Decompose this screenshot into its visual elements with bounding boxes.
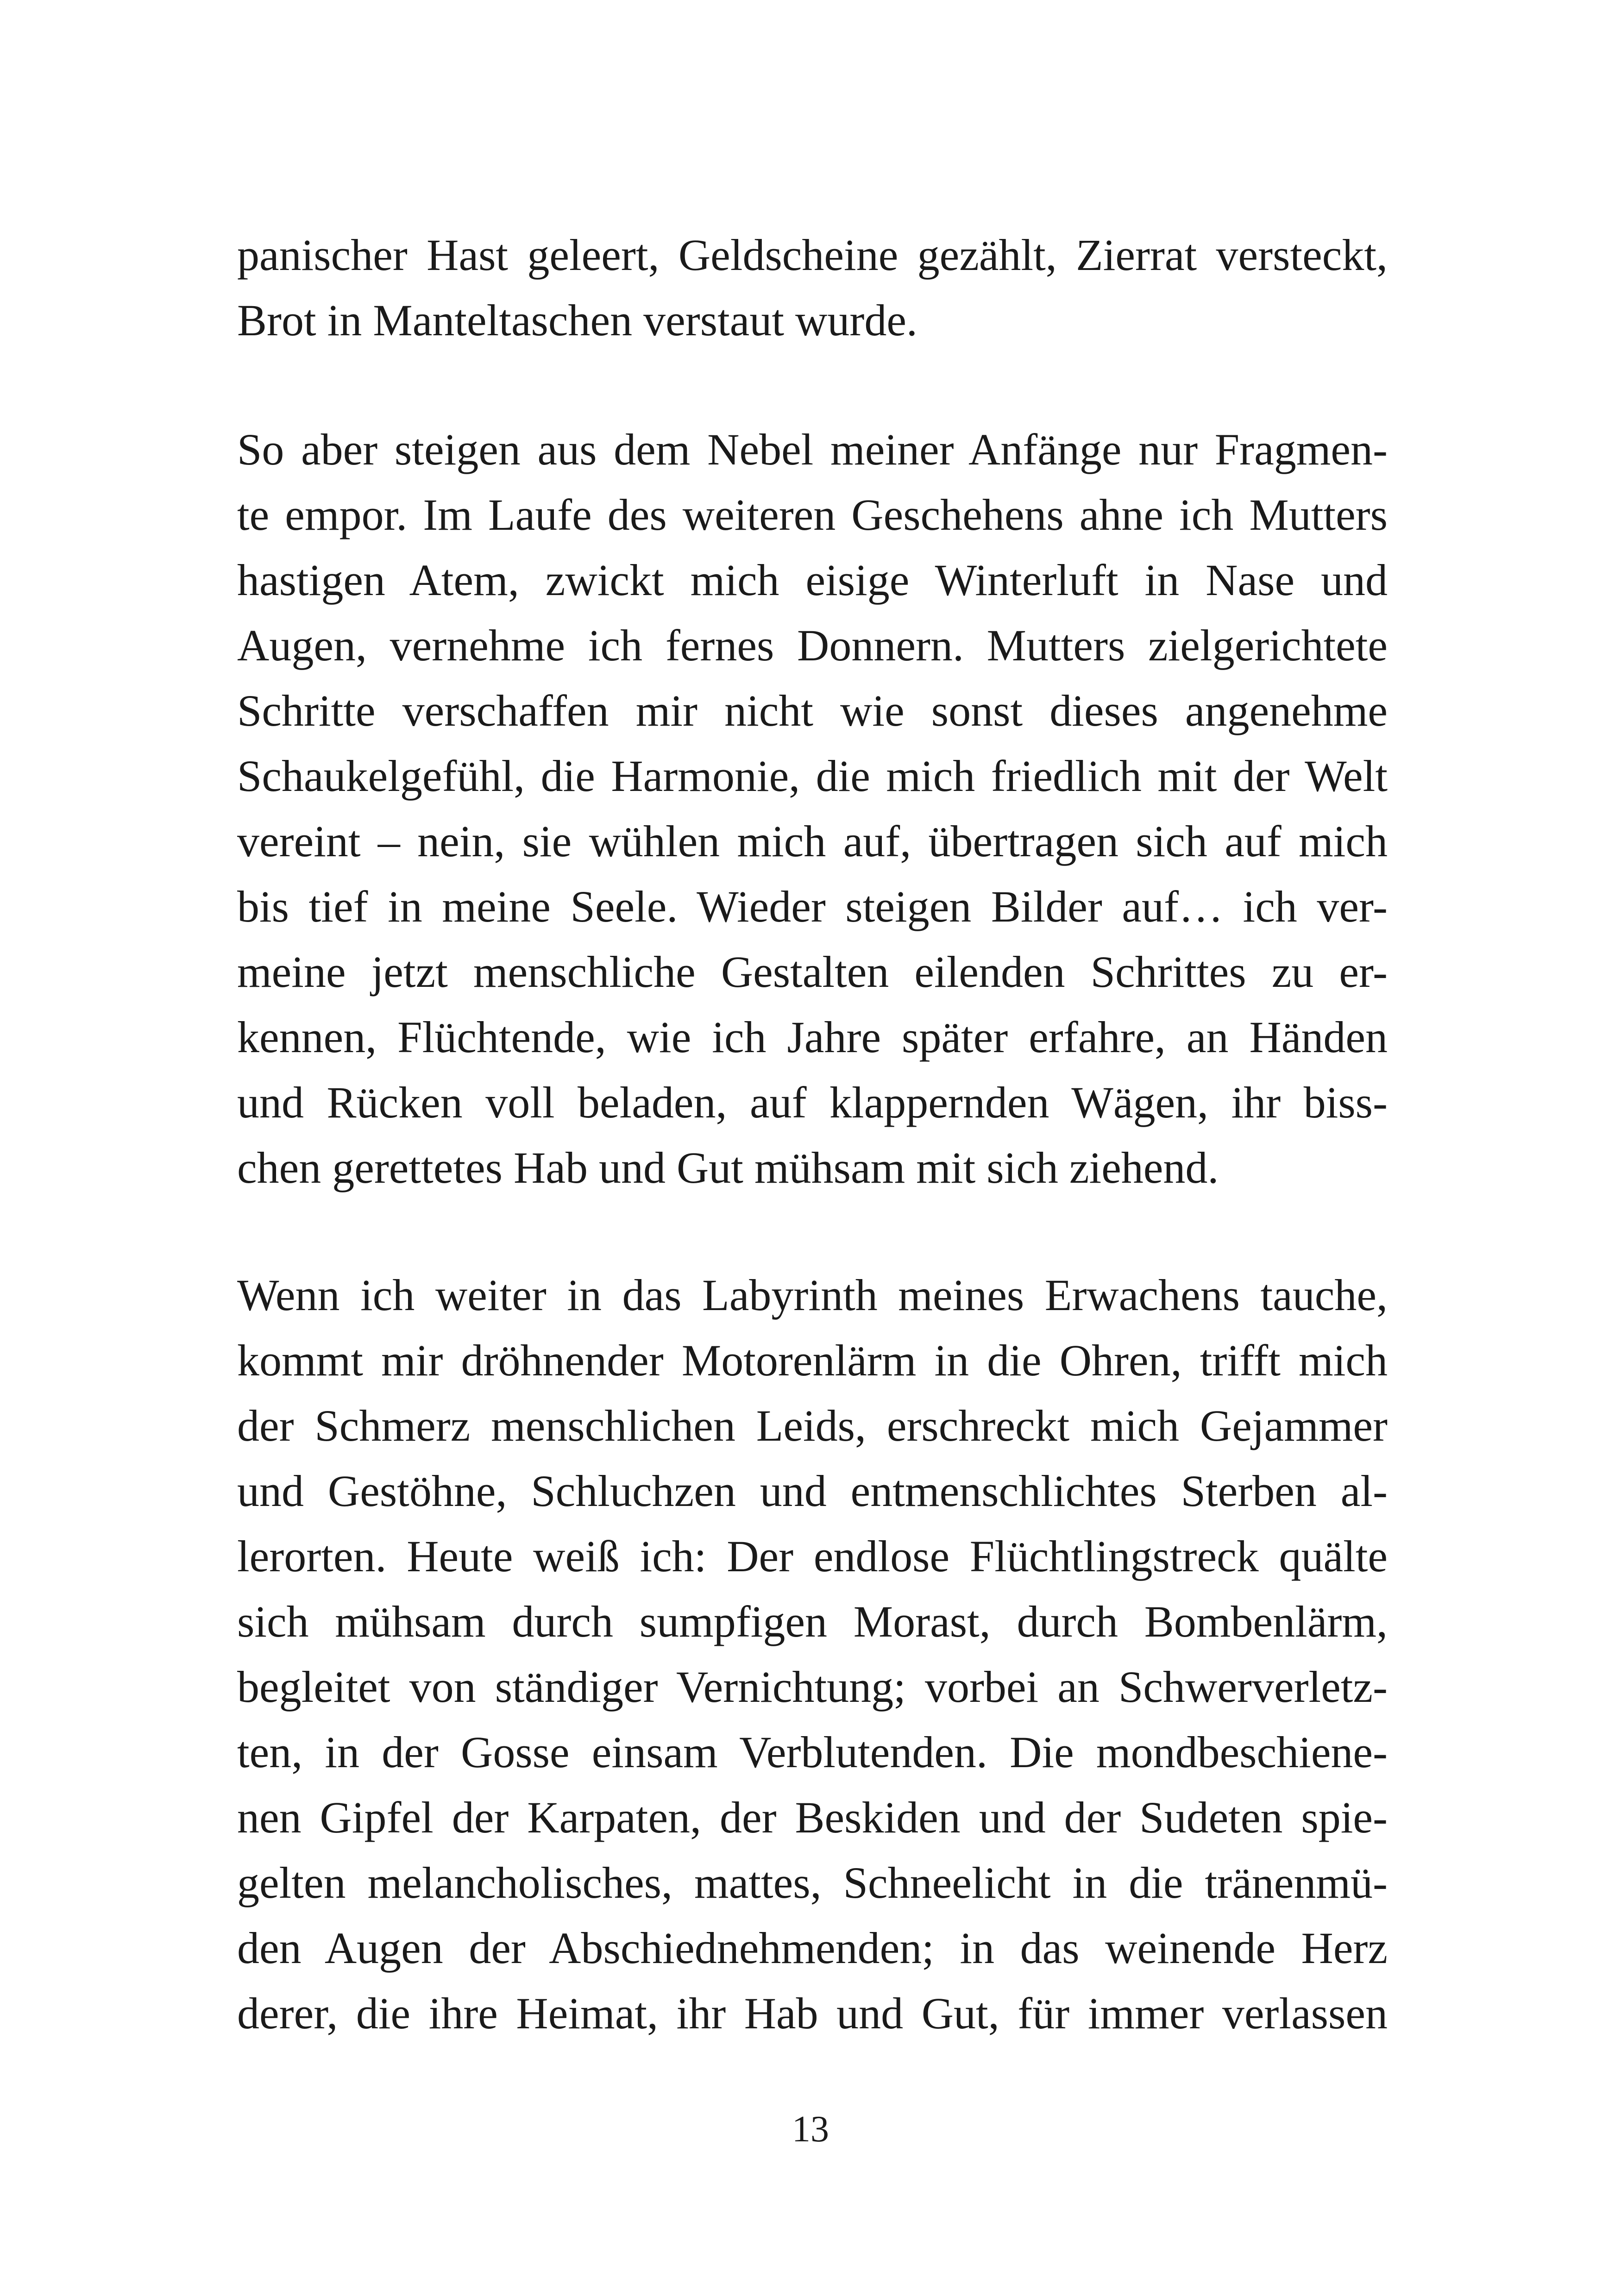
text-line: bis tief in meine Seele. Wieder steigen Bilder auf… ich ver- [237,882,1388,931]
text-line: der Schmerz menschlichen Leids, erschreckt mich Gejammer [237,1401,1388,1450]
text-line: den Augen der Abschiednehmenden; in das weinende Herz [237,1923,1388,1973]
text-line: chen gerettetes Hab und Gut mühsam mit sich ziehend. [237,1143,1219,1192]
paragraph-2 [237,417,1388,1200]
text-line: kennen, Flüchtende, wie ich Jahre später erfahre, an Händen [237,1012,1388,1062]
text-line: und Rücken voll beladen, auf klappernden Wägen, ihr biss- [237,1078,1388,1127]
paragraph-1 [237,222,1388,353]
text-line: Wenn ich weiter in das Labyrinth meines Erwachens tauche, [237,1270,1388,1320]
text-line: So aber steigen aus dem Nebel meiner Anfänge nur Fragmen- [237,425,1388,474]
text-line: vereint – nein, sie wühlen mich auf, übertragen sich auf mich [237,816,1388,866]
text-line: nen Gipfel der Karpaten, der Beskiden und der Sudeten spie- [237,1793,1388,1842]
text-line: Augen, vernehme ich fernes Donnern. Mutters zielgerichtete [237,621,1388,670]
text-line: lerorten. Heute weiß ich: Der endlose Flüchtlingstreck quälte [237,1531,1388,1581]
text-line: kommt mir dröhnender Motorenlärm in die Ohren, trifft mich [237,1336,1388,1385]
text-line: Schaukelgefühl, die Harmonie, die mich friedlich mit der Welt [237,751,1388,801]
text-line: meine jetzt menschliche Gestalten eilenden Schrittes zu er- [237,947,1388,997]
text-line: sich mühsam durch sumpfigen Morast, durch Bombenlärm, [237,1597,1388,1646]
text-line: und Gestöhne, Schluchzen und entmenschlichtes Sterben al- [237,1466,1388,1516]
text-line: ten, in der Gosse einsam Verblutenden. Die mondbeschiene- [237,1727,1388,1777]
text-line: panischer Hast geleert, Geldscheine gezählt, Zierrat versteckt, [237,230,1388,280]
text-line: Brot in Manteltaschen verstaut wurde. [237,295,917,345]
text-line: te empor. Im Laufe des weiteren Geschehens ahne ich Mutters [237,490,1388,539]
paragraph-3 [237,1262,1388,2046]
text-line: derer, die ihre Heimat, ihr Hab und Gut, für immer verlassen [237,1989,1388,2038]
text-line: gelten melancholisches, mattes, Schneelicht in die tränenmü- [237,1858,1388,1907]
text-line: begleitet von ständiger Vernichtung; vorbei an Schwerverletz- [237,1662,1388,1712]
text-line: Schritte verschaffen mir nicht wie sonst dieses angenehme [237,686,1388,735]
page-number: 13 [792,2109,829,2150]
text-line: hastigen Atem, zwickt mich eisige Winterluft in Nase und [237,555,1388,605]
